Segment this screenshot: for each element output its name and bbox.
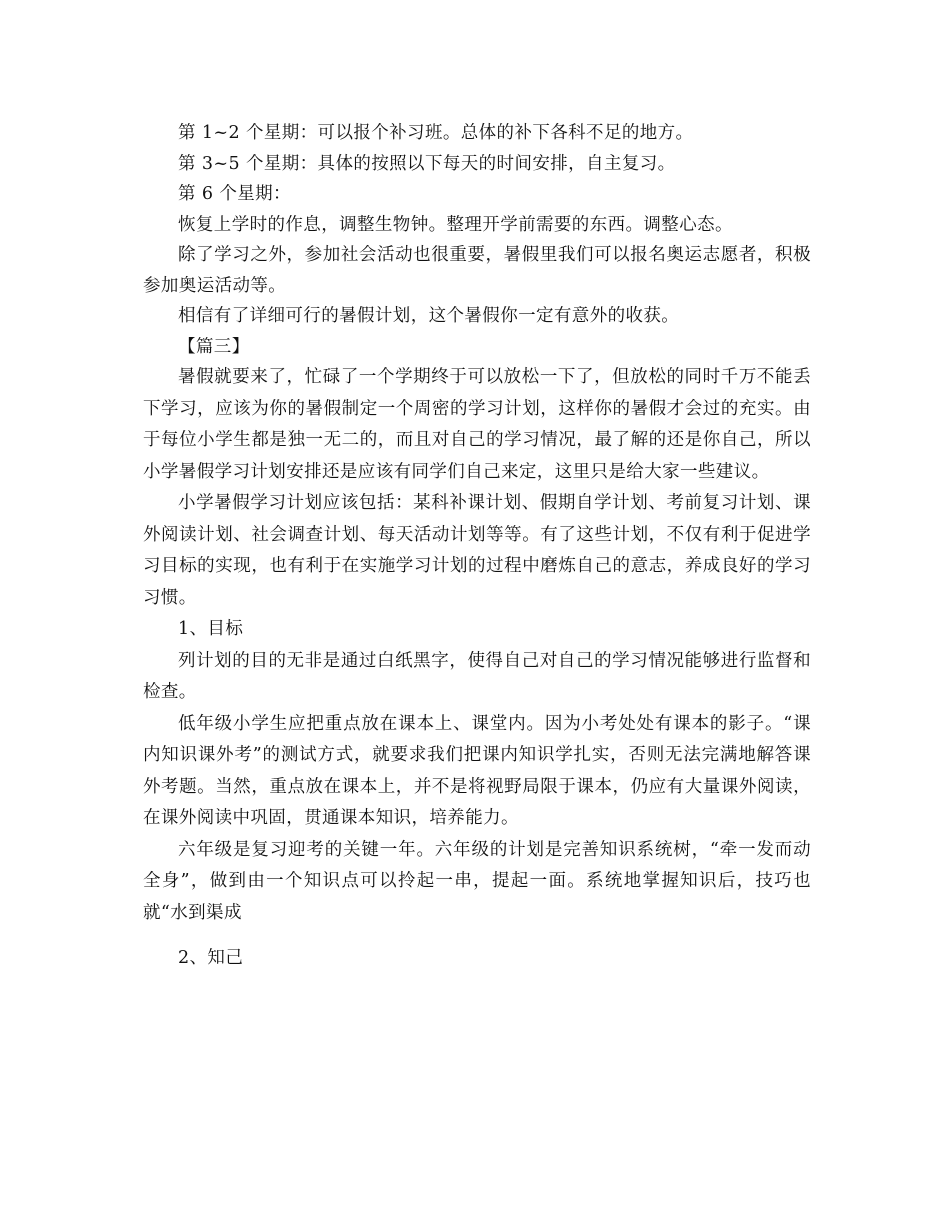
document-body [143,118,811,974]
subheading-goal: 1、目标 [178,619,244,639]
paragraph-sixth-grade: 六年级是复习迎考的关键一年。六年级的计划是完善知识系统树，“牵一发而动全身”，做到由一个知识点可以拎起一串，提起一面。系统地掌握知识后，技巧也就“水到渠成 [143,839,811,923]
paragraph-plan-contents: 小学暑假学习计划应该包括：某科补课计划、假期自学计划、考前复习计划、课外阅读计划、社会调查计划、每天活动计划等等。有了这些计划，不仅有利于促进学习目标的实现，也有利于在实施学习计划的过程中磨炼自己的意志，养成良好的学习习惯。 [143,493,811,608]
section-heading-part-three: 【篇三】 [178,336,250,357]
paragraph-harvest: 相信有了详细可行的暑假计划，这个暑假你一定有意外的收获。 [178,306,680,326]
paragraph-routine: 恢复上学时的作息，调整生物钟。整理开学前需要的东西。调整心态。 [178,214,733,235]
paragraph-week-3-5: 第 3~5 个星期：具体的按照以下每天的时间安排，自主复习。 [178,153,676,174]
paragraph-social-activities: 除了学习之外，参加社会活动也很重要，暑假里我们可以报名奥运志愿者，积极参加奥运活动等。 [143,245,811,296]
paragraph-plan-purpose: 列计划的目的无非是通过白纸黑字，使得自己对自己的学习情况能够进行监督和检查。 [143,650,811,702]
paragraph-week-1-2: 第 1~2 个星期：可以报个补习班。总体的补下各科不足的地方。 [178,123,694,143]
paragraph-intro: 暑假就要来了，忙碌了一个学期终于可以放松一下了，但放松的同时千万不能丢下学习，应该为你的暑假制定一个周密的学习计划，这样你的暑假才会过的充实。由于每位小学生都是独一无二的，而且对自己的学习情况，最了解的还是你自己，所以小学暑假学习计划安排还是应该有同学们自己来定，这里只是给大家一些建议。 [143,367,811,482]
subheading-know-yourself: 2、知己 [178,948,244,968]
paragraph-week-6: 第 6 个星期： [178,184,291,204]
paragraph-lower-grades: 低年级小学生应把重点放在课本上、课堂内。因为小考处处有课本的影子。“课内知识课外考”的测试方式，就要求我们把课内知识学扎实，否则无法完满地解答课外考题。当然，重点放在课本上，并不是将视野局限于课本，仍应有大量课外阅读，在课外阅读中巩固，贯通课本知识，培养能力。 [143,713,811,828]
